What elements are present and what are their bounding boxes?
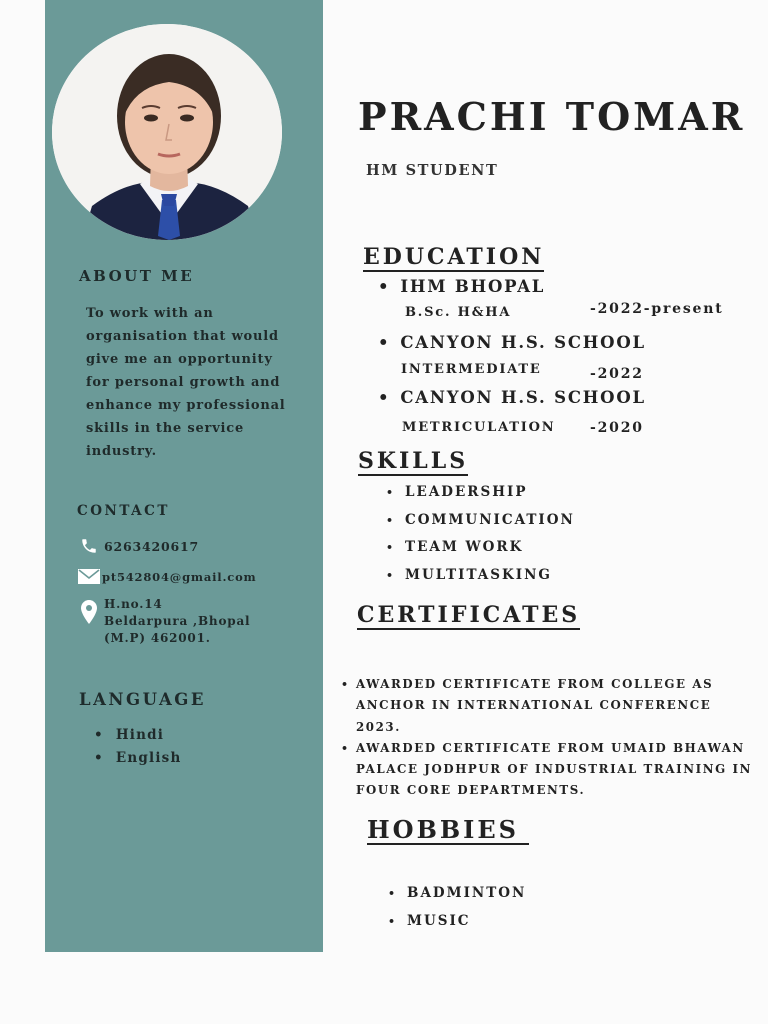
education-qualification: B.Sc. H&HA <box>405 305 512 320</box>
education-item <box>378 388 646 407</box>
education-institution: • IHM BHOPAL <box>378 277 545 296</box>
skills-heading: SKILLS <box>358 448 469 474</box>
education-qualification: INTERMEDIATE <box>401 362 542 377</box>
language-heading: LANGUAGE <box>79 690 206 709</box>
page-title: PRACHI TOMAR <box>358 94 746 139</box>
skill-item: • TEAM WORK <box>386 534 575 562</box>
phone-number: 6263420617 <box>104 539 199 554</box>
education-item <box>378 277 545 296</box>
certificates-heading: CERTIFICATES <box>357 602 581 628</box>
hobbies-heading: HOBBIES <box>367 817 529 845</box>
education-year: -2020 <box>590 420 644 436</box>
contact-email <box>78 569 257 586</box>
certificate-item: • AWARDED CERTIFICATE FROM UMAID BHAWAN PALACE JODHPUR OF INDUSTRIAL TRAINING IN FOUR CORE DEPARTMENTS. <box>340 738 760 802</box>
certificates-list <box>340 674 760 802</box>
address-text: H.no.14 Beldarpura ,Bhopal (M.P) 462001. <box>104 597 251 645</box>
phone-icon <box>78 537 100 555</box>
education-item <box>378 333 646 352</box>
education-heading: EDUCATION <box>363 244 545 270</box>
about-heading: ABOUT ME <box>79 267 195 285</box>
job-title: HM STUDENT <box>366 162 499 179</box>
hobby-item: • BADMINTON <box>388 880 526 908</box>
skill-item: • MULTITASKING <box>386 562 575 590</box>
education-year: -2022 <box>590 366 644 382</box>
language-item: • Hindi <box>94 724 181 747</box>
mail-icon <box>78 569 100 584</box>
about-text: To work with an organisation that would give me an opportunity for personal growth and enhance my professional skills in the service industry. <box>86 306 286 459</box>
profile-photo <box>52 24 282 240</box>
contact-phone <box>78 537 199 555</box>
skill-item: • LEADERSHIP <box>386 479 575 507</box>
certificate-item: • AWARDED CERTIFICATE FROM COLLEGE AS ANCHOR IN INTERNATIONAL CONFERENCE 2023. <box>340 674 760 738</box>
hobby-item: • MUSIC <box>388 908 526 936</box>
education-institution: • CANYON H.S. SCHOOL <box>378 388 646 407</box>
skill-item: • COMMUNICATION <box>386 507 575 535</box>
education-year: -2022-present <box>590 301 724 317</box>
contact-heading: CONTACT <box>77 503 170 519</box>
hobbies-list <box>388 880 526 935</box>
language-list <box>94 724 181 770</box>
education-qualification: METRICULATION <box>402 420 556 435</box>
language-item: • English <box>94 747 181 770</box>
contact-address <box>78 596 250 647</box>
location-pin-icon <box>78 600 100 624</box>
skills-list <box>386 479 575 589</box>
education-institution: • CANYON H.S. SCHOOL <box>378 333 646 352</box>
email-address: pt542804@gmail.com <box>102 570 257 584</box>
